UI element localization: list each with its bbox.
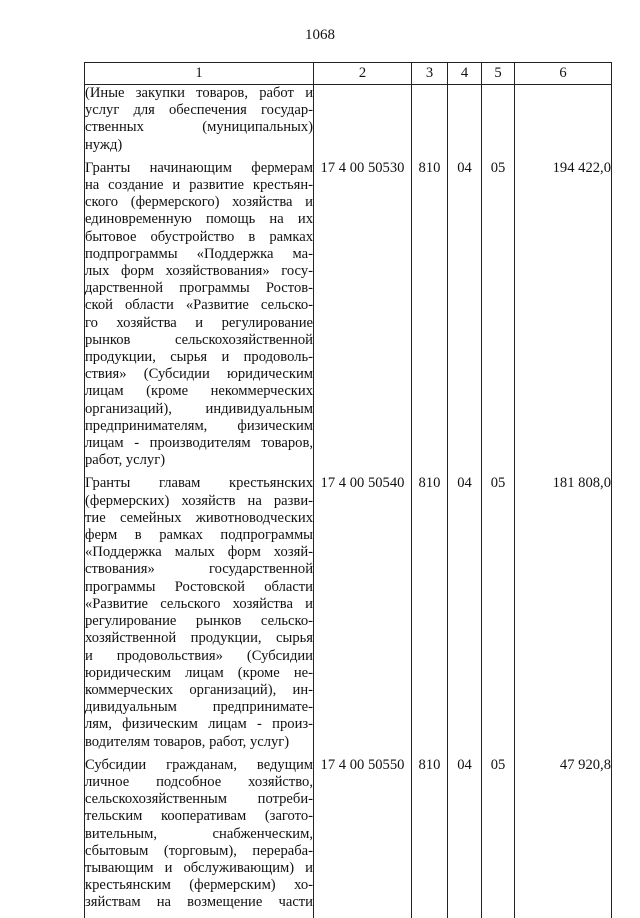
expense-name-cell [85,757,314,918]
expense-name-line: ской области «Развитие сельско- [85,297,313,314]
expense-name-line: юридическим лицам (кроме не- [85,664,313,681]
expense-name-line: ферм в рамках подпрограммы [85,527,313,544]
expense-name-line: личное подсобное хозяйство, [85,773,313,790]
section-cell: 04 [448,757,482,918]
expense-name-cell [85,160,314,476]
expense-name-line: нужд) [85,136,123,153]
expense-name-line: (Иные закупки товаров, работ и [85,85,313,101]
column-number-section: 4 [448,63,482,85]
expense-name-cell [85,85,314,160]
expense-name-line: лям, физическим лицам - произ- [85,716,313,733]
section-cell [448,85,482,160]
expense-name-line: «Поддержка малых форм хозяй- [85,544,313,561]
expense-name-line: водителям товаров, работ, услуг) [85,733,290,750]
expense-name-line: лицам - производителям товаров, [85,435,313,452]
expense-name-line: тельским кооперативам (загото- [85,808,313,825]
expense-name-line: зяйствам на возмещение части [85,894,313,911]
table-row [85,85,612,160]
expense-name-line: на создание и развитие крестьян- [85,177,313,194]
expense-name-line: подпрограммы «Поддержка ма- [85,245,313,262]
target-article-cell: 17 4 00 50550 [314,757,412,918]
expense-name-line: регулирование рынков сельско- [85,613,313,630]
amount-cell: 181 808,0 [515,475,612,756]
expense-name-line: рынков сельскохозяйственной [85,331,313,348]
subsection-cell: 05 [482,757,515,918]
table-body [85,85,612,918]
expense-name-line: продукции, сырья и продоволь- [85,349,313,366]
expense-name-line: организаций), индивидуальным [85,400,313,417]
expense-name-line: программы Ростовской области [85,578,313,595]
expense-name-line: ственных (муниципальных) [85,119,313,136]
expense-name-line: хозяйственной продукции, сырья [85,630,313,647]
expense-name-line: Субсидии гражданам, ведущим [85,756,313,773]
column-number-expense-type: 3 [412,63,448,85]
table-row [85,160,612,476]
expense-name-line: «Развитие сельского хозяйства и [85,595,313,612]
expense-name-line: Гранты начинающим фермерам [85,159,313,176]
expense-name-line: ствия» (Субсидии юридическим [85,366,313,383]
target-article-cell: 17 4 00 50540 [314,475,412,756]
subsection-cell [482,85,515,160]
expense-name-line: сельскохозяйственным потреби- [85,791,313,808]
column-number-code: 2 [314,63,412,85]
expense-name-line: лицам (кроме некоммерческих [85,383,313,400]
expense-name-line: лых форм хозяйствования» госу- [85,263,313,280]
expense-type-cell: 810 [412,160,448,476]
expense-name-line: и продовольствия» (Субсидии [85,647,313,664]
expense-type-cell [412,85,448,160]
expense-name-line: работ, услуг) [85,452,166,469]
table-row [85,475,612,756]
expense-name-line: коммерческих организаций), ин- [85,681,313,698]
column-number-row [85,63,612,85]
expense-name-cell [85,475,314,756]
expense-name-line: го хозяйства и регулирование [85,314,313,331]
expense-name-line: вительным, снабженческим, [85,825,313,842]
expense-name-line: предпринимателям, физическим [85,417,313,434]
expense-name-line: единовременную помощь на их [85,211,313,228]
expense-type-cell: 810 [412,475,448,756]
subsection-cell: 05 [482,475,515,756]
column-number-name: 1 [85,63,314,85]
expense-name-line: дивидуальным предпринимате- [85,699,313,716]
expense-name-line: дарственной программы Ростов- [85,280,313,297]
amount-cell: 47 920,8 [515,757,612,918]
expense-name-line: ского (фермерского) хозяйства и [85,194,313,211]
target-article-cell: 17 4 00 50530 [314,160,412,476]
amount-cell [515,85,612,160]
expense-name-line: ствования» государственной [85,561,313,578]
expense-type-cell: 810 [412,757,448,918]
expense-name-line: сбытовым (торговым), перераба- [85,842,313,859]
section-cell: 04 [448,475,482,756]
column-number-amount: 6 [515,63,612,85]
expense-name-line: Гранты главам крестьянских [85,475,313,492]
budget-table [84,62,612,918]
subsection-cell: 05 [482,160,515,476]
expense-name-line: тие семейных животноводческих [85,509,313,526]
target-article-cell [314,85,412,160]
expense-name-line: (фермерских) хозяйств на разви- [85,492,313,509]
column-number-subsection: 5 [482,63,515,85]
table-row [85,757,612,918]
expense-name-line: тывающим и обслуживающим) и [85,859,313,876]
section-cell: 04 [448,160,482,476]
page-number: 1068 [305,27,335,43]
expense-name-line: бытовое обустройство в рамках [85,228,313,245]
amount-cell: 194 422,0 [515,160,612,476]
expense-name-line: услуг для обеспечения государ- [85,102,313,119]
expense-name-line: крестьянским (фермерским) хо- [85,877,313,894]
